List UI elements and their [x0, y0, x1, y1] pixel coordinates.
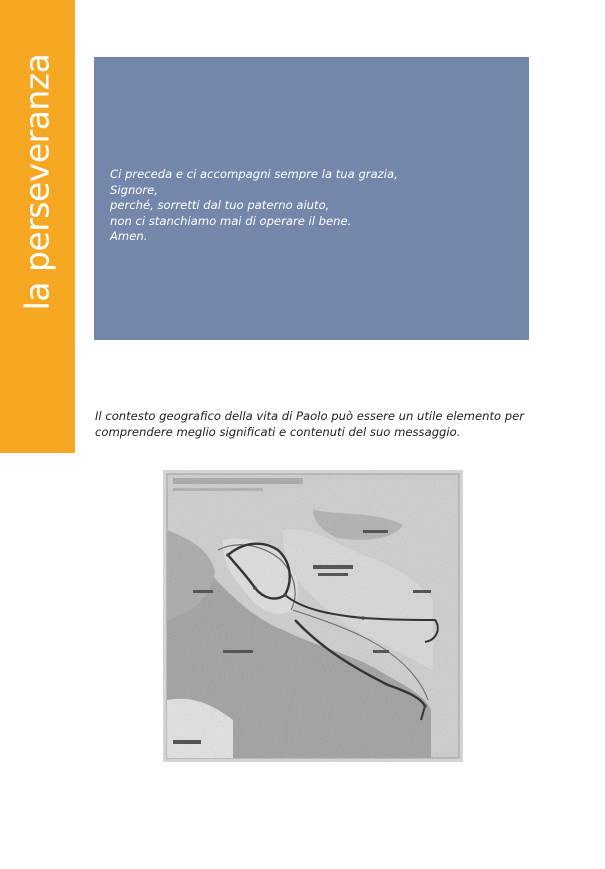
sidebar-band — [0, 0, 75, 453]
prayer-line: Ci preceda e ci accompagni sempre la tua grazia, — [110, 167, 398, 181]
prayer-line: Amen. — [110, 229, 148, 243]
map-illustration — [163, 470, 463, 762]
map-caption — [95, 408, 540, 440]
prayer-line: non ci stanchiamo mai di operare il bene. — [110, 213, 352, 228]
prayer-line: Signore, — [110, 182, 158, 197]
section-title: la perseveranza — [17, 53, 57, 311]
prayer-box — [94, 57, 529, 340]
caption-line: comprendere meglio significati e contenuti del suo messaggio. — [95, 425, 461, 439]
map-image — [163, 470, 463, 762]
caption-line: Il contesto geografico della vita di Paolo può essere un utile elemento per — [95, 409, 525, 423]
prayer-text — [110, 167, 520, 245]
prayer-line: perché, sorretti dal tuo paterno aiuto, — [110, 198, 330, 212]
